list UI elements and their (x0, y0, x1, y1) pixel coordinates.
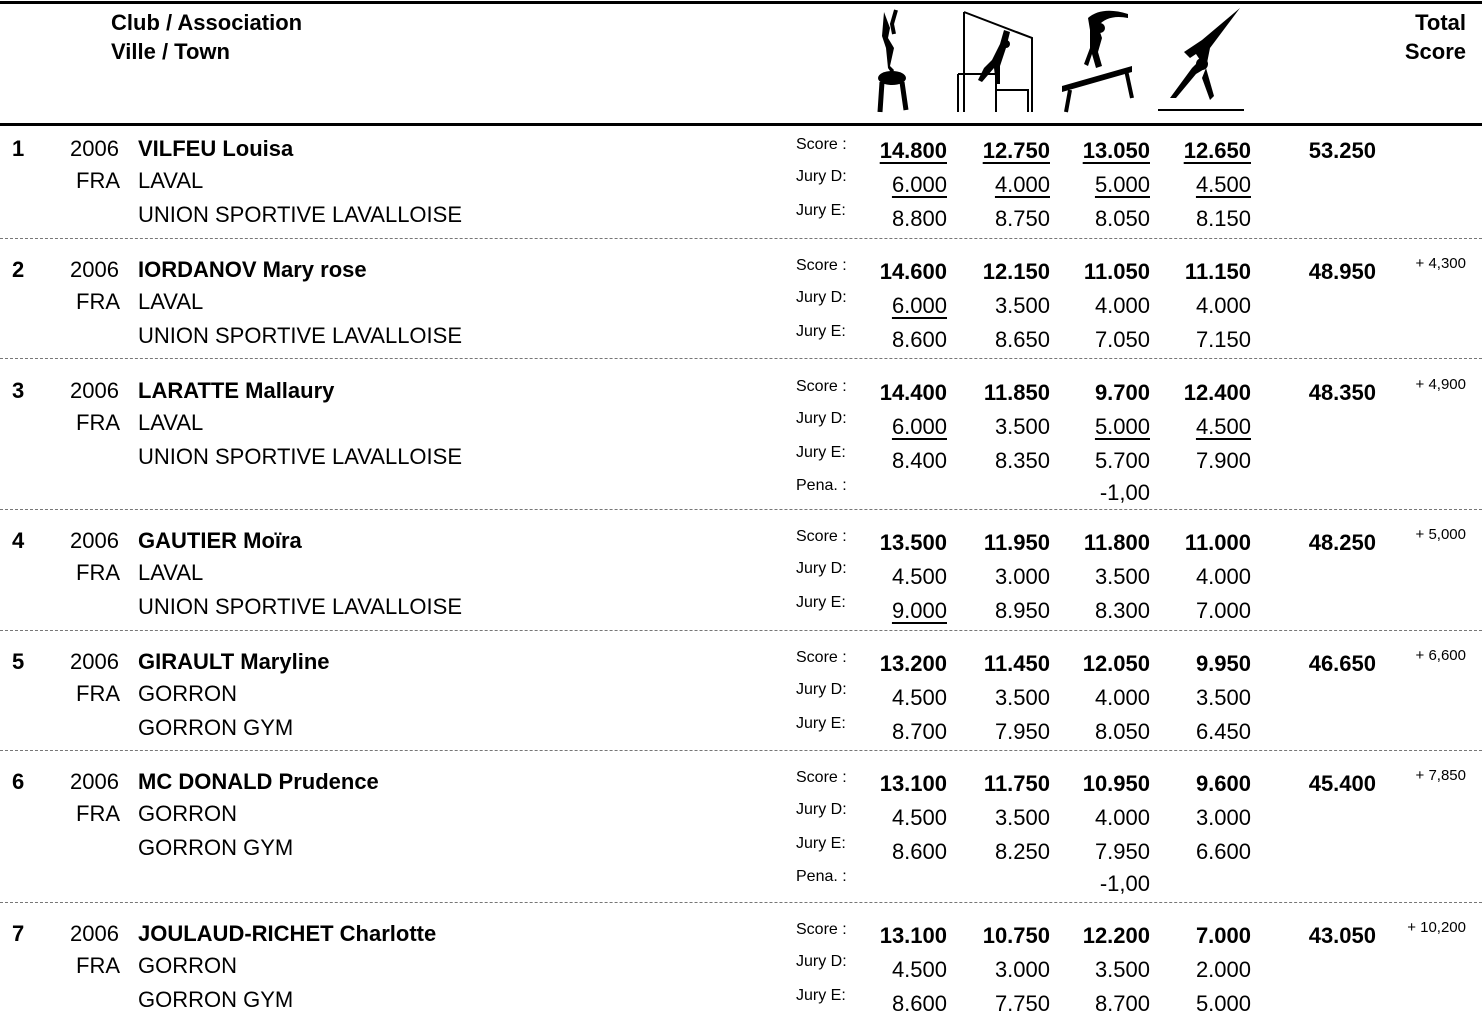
jury-d-value: 4.500 (891, 805, 947, 830)
birth-year: 2006 (70, 528, 119, 553)
jury-d-value: 5.000 (1094, 414, 1150, 439)
jury-d-value: 3.500 (994, 685, 1050, 710)
vault-icon (860, 8, 920, 114)
club-name: GORRON GYM (138, 835, 294, 860)
jury-d-value: 3.000 (1195, 805, 1251, 830)
score-label: Score : (796, 257, 847, 274)
jury-e-value: 7.950 (994, 719, 1050, 744)
jury-d-value: 3.500 (1094, 957, 1150, 982)
gap-to-leader: + 5,000 (1415, 526, 1466, 543)
score-value: 13.100 (879, 923, 947, 948)
gap-to-leader: + 6,600 (1415, 647, 1466, 664)
score-value: 14.400 (879, 380, 947, 405)
jury-e-label: Jury E: (796, 594, 846, 611)
score-value: 13.050 (1082, 138, 1150, 163)
rank: 4 (12, 528, 25, 553)
birth-year: 2006 (70, 921, 119, 946)
row-separator (0, 750, 1482, 751)
score-value: 12.650 (1183, 138, 1251, 163)
rank: 5 (12, 649, 25, 674)
jury-e-value: 8.600 (891, 839, 947, 864)
row-separator (0, 238, 1482, 239)
jury-e-value: 8.400 (891, 448, 947, 473)
club-name: UNION SPORTIVE LAVALLOISE (138, 202, 462, 227)
jury-e-value: 8.950 (994, 598, 1050, 623)
jury-d-value: 4.500 (891, 564, 947, 589)
score-value: 13.100 (879, 771, 947, 796)
score-value: 9.600 (1195, 771, 1251, 796)
town: LAVAL (138, 560, 204, 585)
total-score: 45.400 (1308, 771, 1376, 796)
score-value: 11.950 (983, 530, 1050, 555)
rank: 7 (12, 921, 25, 946)
rank: 6 (12, 769, 25, 794)
column-header-club (111, 8, 302, 66)
jury-e-label: Jury E: (796, 715, 846, 732)
town: LAVAL (138, 168, 204, 193)
athlete-name: MC DONALD Prudence (138, 769, 379, 794)
gap-to-leader: + 4,900 (1415, 376, 1466, 393)
jury-e-value: 8.350 (994, 448, 1050, 473)
jury-e-value: 8.250 (994, 839, 1050, 864)
jury-e-value: 8.050 (1094, 719, 1150, 744)
nation: FRA (76, 953, 120, 978)
jury-d-label: Jury D: (796, 681, 847, 698)
jury-e-value: 6.450 (1195, 719, 1251, 744)
jury-e-label: Jury E: (796, 202, 846, 219)
nation: FRA (76, 289, 120, 314)
score-value: 14.600 (879, 259, 947, 284)
score-value: 13.200 (879, 651, 947, 676)
jury-d-value: 3.500 (1094, 564, 1150, 589)
athlete-name: VILFEU Louisa (138, 136, 294, 161)
jury-d-value: 4.000 (1195, 293, 1251, 318)
jury-d-value: 4.000 (1195, 564, 1251, 589)
athlete-name: LARATTE Mallaury (138, 378, 335, 403)
jury-e-label: Jury E: (796, 987, 846, 1004)
score-value: 14.800 (879, 138, 947, 163)
row-separator (0, 358, 1482, 359)
jury-e-value: 8.150 (1195, 206, 1251, 231)
jury-e-value: 8.750 (994, 206, 1050, 231)
score-value: 12.050 (1082, 651, 1150, 676)
penalty-value: -1,00 (1099, 480, 1150, 505)
jury-d-value: 3.500 (994, 293, 1050, 318)
row-separator (0, 630, 1482, 631)
club-name: UNION SPORTIVE LAVALLOISE (138, 444, 462, 469)
gap-to-leader: + 10,200 (1407, 919, 1466, 936)
total-score: 53.250 (1308, 138, 1376, 163)
score-value: 12.750 (982, 138, 1050, 163)
nation: FRA (76, 560, 120, 585)
gap-to-leader: + 7,850 (1415, 767, 1466, 784)
town: GORRON (138, 801, 237, 826)
athlete-name: GAUTIER Moïra (138, 528, 302, 553)
nation: FRA (76, 410, 120, 435)
birth-year: 2006 (70, 257, 119, 282)
score-label: Score : (796, 649, 847, 666)
total-score: 43.050 (1308, 923, 1376, 948)
total-score: 48.950 (1308, 259, 1376, 284)
jury-e-value: 8.700 (1094, 991, 1150, 1016)
athlete-name: JOULAUD-RICHET Charlotte (138, 921, 437, 946)
score-value: 11.750 (983, 771, 1050, 796)
birth-year: 2006 (70, 378, 119, 403)
header-rule (0, 123, 1482, 126)
jury-e-value: 8.700 (891, 719, 947, 744)
floor-icon (1156, 8, 1246, 114)
beam-icon (1058, 8, 1138, 114)
score-value: 10.750 (982, 923, 1050, 948)
town: LAVAL (138, 410, 204, 435)
score-value: 11.050 (1083, 259, 1150, 284)
jury-e-value: 7.900 (1195, 448, 1251, 473)
jury-d-value: 3.000 (994, 957, 1050, 982)
jury-e-value: 8.300 (1094, 598, 1150, 623)
jury-e-label: Jury E: (796, 323, 846, 340)
jury-d-label: Jury D: (796, 953, 847, 970)
jury-d-label: Jury D: (796, 289, 847, 306)
score-value: 11.850 (983, 380, 1050, 405)
penalty-label: Pena. : (796, 477, 847, 494)
birth-year: 2006 (70, 649, 119, 674)
penalty-value: -1,00 (1099, 871, 1150, 896)
birth-year: 2006 (70, 136, 119, 161)
birth-year: 2006 (70, 769, 119, 794)
jury-d-value: 4.500 (891, 957, 947, 982)
town: LAVAL (138, 289, 204, 314)
jury-d-value: 4.000 (1094, 293, 1150, 318)
jury-d-label: Jury D: (796, 410, 847, 427)
score-value: 11.450 (983, 651, 1050, 676)
town: GORRON (138, 681, 237, 706)
rank: 2 (12, 257, 25, 282)
jury-e-value: 8.050 (1094, 206, 1150, 231)
jury-d-value: 4.500 (1195, 414, 1251, 439)
score-value: 12.150 (982, 259, 1050, 284)
club-label: Club / Association (111, 10, 303, 35)
score-value: 11.000 (1184, 530, 1251, 555)
gap-to-leader: + 4,300 (1415, 255, 1466, 272)
nation: FRA (76, 168, 120, 193)
score-label: Score : (796, 378, 847, 395)
score-label: Score : (796, 921, 847, 938)
jury-d-value: 3.000 (994, 564, 1050, 589)
score-value: 9.700 (1094, 380, 1150, 405)
nation: FRA (76, 801, 120, 826)
jury-e-value: 7.950 (1094, 839, 1150, 864)
jury-e-value: 8.800 (891, 206, 947, 231)
jury-d-value: 6.000 (891, 293, 947, 318)
club-name: GORRON GYM (138, 987, 294, 1012)
jury-e-label: Jury E: (796, 444, 846, 461)
club-name: UNION SPORTIVE LAVALLOISE (138, 323, 462, 348)
score-label: Score (1404, 39, 1466, 64)
jury-d-value: 3.500 (994, 805, 1050, 830)
jury-e-value: 7.150 (1195, 327, 1251, 352)
town-label: Ville / Town (111, 39, 230, 64)
jury-e-value: 8.650 (994, 327, 1050, 352)
total-score: 48.250 (1308, 530, 1376, 555)
jury-d-label: Jury D: (796, 801, 847, 818)
club-name: GORRON GYM (138, 715, 294, 740)
jury-e-value: 8.600 (891, 327, 947, 352)
total-score: 46.650 (1308, 651, 1376, 676)
jury-d-value: 4.000 (1094, 805, 1150, 830)
column-header-total (1405, 8, 1466, 66)
row-separator (0, 902, 1482, 903)
penalty-label: Pena. : (796, 868, 847, 885)
jury-e-value: 7.050 (1094, 327, 1150, 352)
score-label: Score : (796, 136, 847, 153)
jury-e-value: 6.600 (1195, 839, 1251, 864)
jury-d-value: 2.000 (1195, 957, 1251, 982)
jury-d-value: 5.000 (1094, 172, 1150, 197)
total-score: 48.350 (1308, 380, 1376, 405)
jury-d-value: 3.500 (994, 414, 1050, 439)
town: GORRON (138, 953, 237, 978)
jury-d-value: 6.000 (891, 414, 947, 439)
jury-e-label: Jury E: (796, 835, 846, 852)
jury-e-value: 7.000 (1195, 598, 1251, 623)
jury-d-value: 4.500 (1195, 172, 1251, 197)
jury-e-value: 5.000 (1195, 991, 1251, 1016)
nation: FRA (76, 681, 120, 706)
score-value: 10.950 (1082, 771, 1150, 796)
athlete-name: IORDANOV Mary rose (138, 257, 367, 282)
jury-d-value: 4.000 (994, 172, 1050, 197)
score-value: 11.150 (1184, 259, 1251, 284)
score-value: 7.000 (1195, 923, 1251, 948)
row-separator (0, 509, 1482, 510)
rank: 1 (12, 136, 25, 161)
jury-d-label: Jury D: (796, 560, 847, 577)
rank: 3 (12, 378, 25, 403)
score-label: Score : (796, 528, 847, 545)
jury-e-value: 5.700 (1094, 448, 1150, 473)
score-value: 12.400 (1183, 380, 1251, 405)
score-value: 12.200 (1082, 923, 1150, 948)
jury-d-value: 3.500 (1195, 685, 1251, 710)
jury-d-value: 4.000 (1094, 685, 1150, 710)
score-label: Score : (796, 769, 847, 786)
total-label: Total (1415, 10, 1466, 35)
score-value: 9.950 (1195, 651, 1251, 676)
athlete-name: GIRAULT Maryline (138, 649, 330, 674)
top-rule (0, 1, 1482, 4)
uneven-bars-icon (956, 8, 1036, 114)
jury-e-value: 8.600 (891, 991, 947, 1016)
jury-d-label: Jury D: (796, 168, 847, 185)
jury-e-value: 7.750 (994, 991, 1050, 1016)
score-value: 13.500 (879, 530, 947, 555)
jury-d-value: 4.500 (891, 685, 947, 710)
jury-d-value: 6.000 (891, 172, 947, 197)
club-name: UNION SPORTIVE LAVALLOISE (138, 594, 462, 619)
jury-e-value: 9.000 (891, 598, 947, 623)
score-value: 11.800 (1083, 530, 1150, 555)
